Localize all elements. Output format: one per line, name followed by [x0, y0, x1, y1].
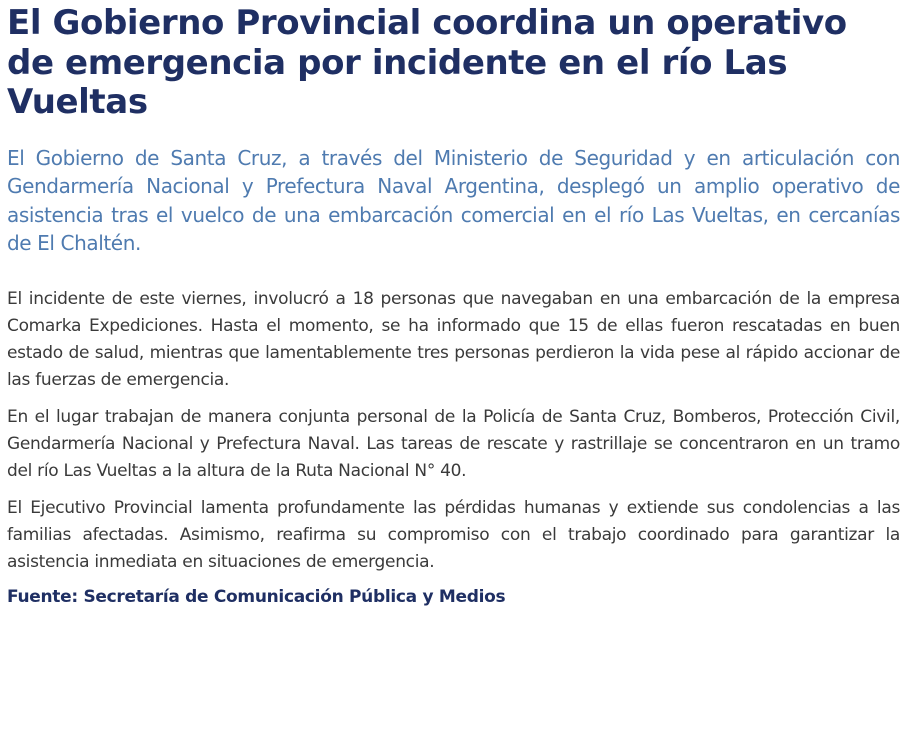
article-lead: El Gobierno de Santa Cruz, a través del Ministerio de Seguridad y en articulación con Gendarmería Nacional y Prefectura Naval Argentina, desplegó un amplio operativo de asistencia tras el vuelco de una embarcación comercial en el río Las Vueltas, en cercanías de El Chaltén. — [7, 145, 900, 255]
article-paragraph-2: En el lugar trabajan de manera conjunta personal de la Policía de Santa Cruz, Bomberos, Protección Civil, Gendarmería Nacional y Prefectura Naval. Las tareas de rescate y rastrillaje se concentraron en un tramo del río Las Vueltas a la altura de la Ruta Nacional N° 40. — [7, 406, 900, 482]
article-title: El Gobierno Provincial coordina un operativo de emergencia por incidente en el río Las Vueltas — [7, 3, 847, 122]
article-paragraph-1: El incidente de este viernes, involucró a 18 personas que navegaban en una embarcación de la empresa Comarka Expediciones. Hasta el momento, se ha informado que 15 de ellas fueron rescatadas en buen estado de salud, mientras que lamentablemente tres personas perdieron la vida pese al rápido accionar de las fuerzas de emergencia. — [7, 288, 900, 391]
article-paragraph-3: El Ejecutivo Provincial lamenta profundamente las pérdidas humanas y extiende sus condolencias a las familias afectadas. Asimismo, reafirma su compromiso con el trabajo coordinado para garantizar la asistencia inmediata en situaciones de emergencia. — [7, 497, 900, 573]
article-source: Fuente: Secretaría de Comunicación Pública y Medios — [7, 587, 506, 608]
